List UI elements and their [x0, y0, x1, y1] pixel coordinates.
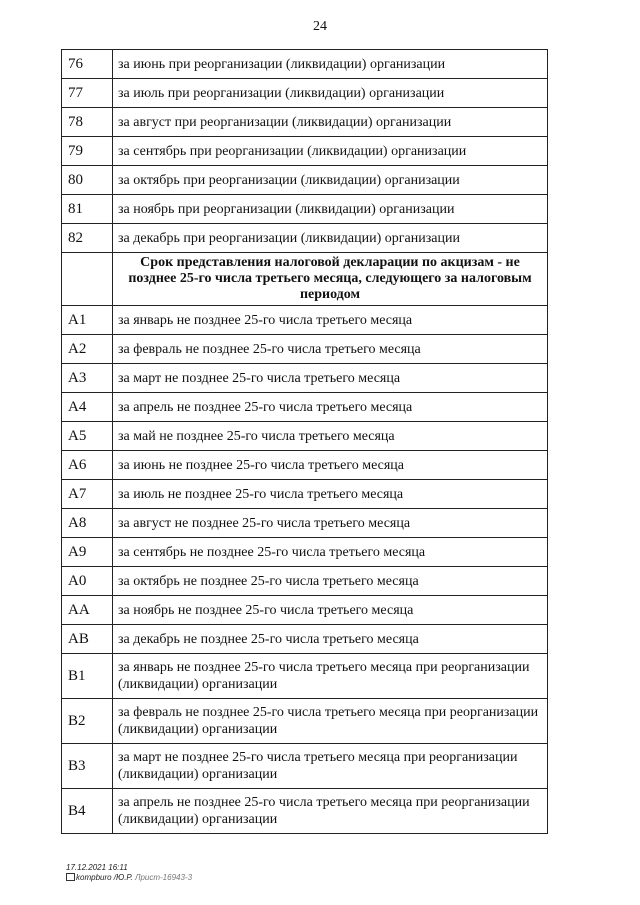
document-stamp-icon: [66, 873, 75, 881]
page-number: 24: [313, 19, 327, 34]
print-footer: [66, 863, 192, 883]
section-header-row: [62, 253, 548, 306]
description-cell: за март не позднее 25-го числа третьего месяца: [113, 364, 548, 393]
table-row: [62, 422, 548, 451]
code-cell: A9: [62, 538, 113, 567]
code-cell: 77: [62, 79, 113, 108]
table-row: [62, 306, 548, 335]
code-cell: B1: [62, 654, 113, 699]
table-row: [62, 451, 548, 480]
code-cell: A5: [62, 422, 113, 451]
table-row: [62, 699, 548, 744]
table-row: [62, 166, 548, 195]
code-cell: A3: [62, 364, 113, 393]
table-row: [62, 744, 548, 789]
empty-code-cell: [62, 253, 113, 306]
code-cell: 81: [62, 195, 113, 224]
description-cell: за февраль не позднее 25-го числа третьего месяца: [113, 335, 548, 364]
print-author: kompburo /Ю.Р.: [76, 873, 133, 882]
description-cell: за май не позднее 25-го числа третьего месяца: [113, 422, 548, 451]
table-row: [62, 224, 548, 253]
description-cell: за октябрь при реорганизации (ликвидации) организации: [113, 166, 548, 195]
description-cell: за сентябрь не позднее 25-го числа третьего месяца: [113, 538, 548, 567]
print-author-line: [66, 873, 192, 883]
code-cell: 76: [62, 50, 113, 79]
description-cell: за июнь не позднее 25-го числа третьего месяца: [113, 451, 548, 480]
description-cell: за август при реорганизации (ликвидации) организации: [113, 108, 548, 137]
code-cell: A8: [62, 509, 113, 538]
table-row: [62, 393, 548, 422]
print-doc-id: Лрист-16943-3: [134, 873, 193, 882]
description-cell: за июнь при реорганизации (ликвидации) организации: [113, 50, 548, 79]
table-row: [62, 50, 548, 79]
code-cell: AA: [62, 596, 113, 625]
description-cell: за январь не позднее 25-го числа третьего месяца при реорганизации (ликвидации) организации: [113, 654, 548, 699]
table-row: [62, 567, 548, 596]
table-row: [62, 625, 548, 654]
code-cell: 80: [62, 166, 113, 195]
code-cell: A4: [62, 393, 113, 422]
code-cell: 82: [62, 224, 113, 253]
description-cell: за март не позднее 25-го числа третьего месяца при реорганизации (ликвидации) организации: [113, 744, 548, 789]
table-row: [62, 509, 548, 538]
description-cell: за декабрь при реорганизации (ликвидации) организации: [113, 224, 548, 253]
code-cell: B3: [62, 744, 113, 789]
table-row: [62, 480, 548, 509]
description-cell: за июль при реорганизации (ликвидации) организации: [113, 79, 548, 108]
code-cell: 78: [62, 108, 113, 137]
code-cell: A0: [62, 567, 113, 596]
code-cell: B2: [62, 699, 113, 744]
code-cell: B4: [62, 789, 113, 834]
description-cell: за апрель не позднее 25-го числа третьего месяца при реорганизации (ликвидации) организации: [113, 789, 548, 834]
table-row: [62, 195, 548, 224]
section-header: Срок представления налоговой декларации по акцизам - не позднее 25-го числа третьего месяца, следующего за налоговым периодом: [113, 253, 548, 306]
code-cell: A6: [62, 451, 113, 480]
table-row: [62, 364, 548, 393]
code-cell: 79: [62, 137, 113, 166]
description-cell: за декабрь не позднее 25-го числа третьего месяца: [113, 625, 548, 654]
description-cell: за апрель не позднее 25-го числа третьего месяца: [113, 393, 548, 422]
table-row: [62, 538, 548, 567]
description-cell: за февраль не позднее 25-го числа третьего месяца при реорганизации (ликвидации) организации: [113, 699, 548, 744]
table-row: [62, 335, 548, 364]
table-row: [62, 137, 548, 166]
description-cell: за октябрь не позднее 25-го числа третьего месяца: [113, 567, 548, 596]
print-timestamp: 17.12.2021 16:11: [66, 863, 128, 872]
tax-period-codes-table: [61, 49, 548, 834]
code-cell: AB: [62, 625, 113, 654]
table-row: [62, 789, 548, 834]
description-cell: за сентябрь при реорганизации (ликвидации) организации: [113, 137, 548, 166]
code-cell: A7: [62, 480, 113, 509]
description-cell: за июль не позднее 25-го числа третьего месяца: [113, 480, 548, 509]
description-cell: за январь не позднее 25-го числа третьего месяца: [113, 306, 548, 335]
code-cell: A1: [62, 306, 113, 335]
table-row: [62, 79, 548, 108]
table-row: [62, 596, 548, 625]
code-cell: A2: [62, 335, 113, 364]
description-cell: за ноябрь при реорганизации (ликвидации) организации: [113, 195, 548, 224]
table-row: [62, 654, 548, 699]
description-cell: за август не позднее 25-го числа третьего месяца: [113, 509, 548, 538]
table-row: [62, 108, 548, 137]
description-cell: за ноябрь не позднее 25-го числа третьего месяца: [113, 596, 548, 625]
